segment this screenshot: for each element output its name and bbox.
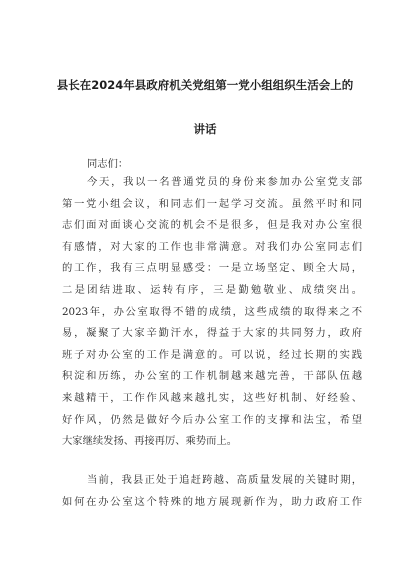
paragraph-1-line: 大家继续发扬、再接再厉、乘势而上。 [62,435,238,448]
paragraph-1-line: 志们面对面谈心交流的机会不是很多，但是我对办公室很 [62,219,362,232]
paragraph-1-line: 第一党小组会议，和同志们一起学习交流。虽然平时和同 [62,197,362,210]
paragraph-1-line: 二是团结进取、运转有序，三是勤勉敬业、成绩突出。 [62,283,362,296]
paragraph-1-line: 的工作，我有三点明显感受：一是立场坚定、顾全大局， [62,262,362,275]
paragraph-1-line: 2023年，办公室取得不错的成绩，这些成绩的取得来之不 [62,305,362,318]
paragraph-1 [62,172,362,453]
paragraph-2-line: 当前，我县正处于追赶跨越、高质量发展的关键时期， [87,474,362,486]
document-title-line-1: 县长在2024年县政府机关党组第一党小组组织生活会上的 [56,78,354,92]
paragraph-1-line: 班子对办公室的工作是满意的。可以说，经过长期的实践 [62,348,362,361]
paragraph-1-line: 来越精干，工作作风越来越扎实，这些好机制、好经验、 [62,391,362,404]
document-title-line-2: 讲话 [193,122,217,136]
paragraph-2-line: 如何在办公室这个特殊的地方展现新作为，助力政府工作 [62,495,362,508]
paragraph-1-line: 有感情，对大家的工作也非常满意。对我们办公室同志们 [62,240,362,253]
paragraph-1-line: 积淀和历练，办公室的工作机制越来越完善，干部队伍越 [62,370,362,383]
paragraph-2 [62,470,362,513]
paragraph-1-line: 今天，我以一名普通党员的身份来参加办公室党支部 [87,176,362,188]
greeting: 同志们： [87,158,129,170]
paragraph-1-line: 好作风，仍然是做好今后办公室工作的支撑和法宝，希望 [62,413,362,426]
paragraph-1-line: 易，凝聚了大家辛勤汗水，得益于大家的共同努力，政府 [62,327,362,340]
